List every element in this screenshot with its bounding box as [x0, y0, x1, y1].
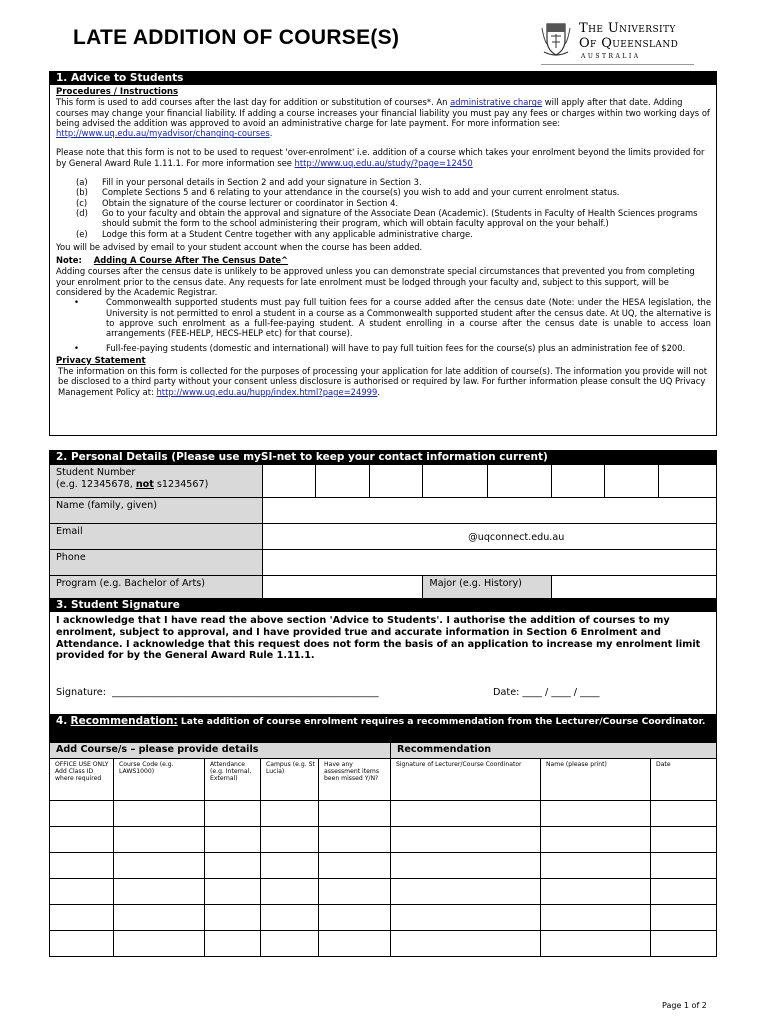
student-number-digit-box[interactable] [659, 465, 717, 498]
table-row [50, 853, 717, 879]
procedures-heading: Procedures / Instructions [56, 87, 179, 97]
col-course-code: Course Code (e.g. LAWS1000) [114, 759, 205, 801]
student-number-digit-box[interactable] [262, 465, 316, 498]
table-row [50, 801, 717, 827]
col-office-use: OFFICE USE ONLY Add Class ID where required [50, 759, 114, 801]
col-campus: Campus (e.g. St Lucia) [261, 759, 319, 801]
para-2: Please note that this form is not to be used to request 'over-enrolment' i.e. addition of a course which takes your enrolment beyond the limits provided for by General Award Rule 1.11.1. For more information see http://www.uq.edu.au/study/?page=12450 [56, 147, 705, 168]
privacy-statement: The information on this form is collected for the purposes of processing your application for late addition of course(s). The information you provide will not be disclosed to a third party without your consent unless disclosure is authorised or required by law. For further information please consult the UQ Privacy Management Policy at: http://www.uq.edu.au/hupp/index.html?page=24999. [58, 366, 707, 397]
section-1-advice [49, 85, 717, 436]
award-rule-link[interactable]: http://www.uq.edu.au/study/?page=12450 [294, 157, 473, 168]
logo-line-2: Of Queensland [579, 36, 679, 51]
table-row [50, 905, 717, 931]
section-2-heading: 2. Personal Details (Please use mySI-net to keep your contact information current) [49, 450, 717, 464]
privacy-policy-link[interactable]: http://www.uq.edu.au/hupp/index.html?page=24999 [156, 386, 378, 397]
privacy-heading: Privacy Statement [56, 355, 146, 366]
step-item: (e) Lodge this form at a Student Centre together with any applicable administrative charge. [76, 228, 473, 239]
note-paragraph: Adding courses after the census date is unlikely to be approved unless you can demonstrate special circumstances that prevented you from completing your enrolment prior to the census date. Any requests for late enrolment must be lodged through your faculty and, subject to this support, will be considered by the Academic Registrar. [56, 266, 695, 298]
step-item: (d) Go to your faculty and obtain the approval and signature of the Associate Dean (Academic). (Students in Faculty of Health Sciences programs should submit the form to the school administering their program, which will obtain faculty approval on the your behalf.) [76, 207, 698, 229]
table-row [50, 879, 717, 905]
section-4-heading: 4. Recommendation: Late addition of course enrolment requires a recommendation from the Lecturer/Course Coordinator. [49, 714, 717, 742]
uq-crest-icon [541, 20, 571, 58]
page-number: Page 1 of 2 [662, 1001, 707, 1010]
personal-details-table [49, 464, 717, 602]
section-3-heading: 3. Student Signature [49, 598, 717, 612]
steps-list [76, 177, 711, 239]
table-row [50, 827, 717, 853]
administrative-charge-link[interactable]: administrative charge [450, 97, 543, 108]
date-line[interactable]: Date: ____ / ____ / ____ [493, 687, 600, 698]
section-1-heading: 1. Advice to Students [49, 71, 717, 85]
col-date: Date [651, 759, 717, 801]
col-lecturer-signature: Signature of Lecturer/Course Coordinator [391, 759, 541, 801]
changing-courses-link[interactable]: http://www.uq.edu.au/myadvisor/changing-courses [56, 128, 270, 139]
student-number-digit-box[interactable] [316, 465, 370, 498]
section-3-signature [49, 612, 717, 714]
student-number-digit-box[interactable] [369, 465, 423, 498]
name-label: Name (family, given) [50, 498, 263, 524]
add-course-header: Add Course/s – please provide details [50, 743, 391, 759]
recommendation-header: Recommendation [391, 743, 717, 759]
title-divider [541, 64, 694, 65]
col-attendance: Attendance (e.g. Internal, External) [205, 759, 261, 801]
acknowledgement-text: I acknowledge that I have read the above section 'Advice to Students'. I authorise the addition of courses to my enrolment, subject to approval, and I have provided true and accurate information in Section 6 Enrolment and Attendance. I acknowledge that this request does not form the basis of an application to increase my enrolment limit provided for by the General Award Rule 1.11.1. [56, 615, 701, 662]
step-item: (a) Fill in your personal details in Section 2 and add your signature in Section 3. [76, 177, 422, 188]
email-suffix: @uqconnect.edu.au [468, 532, 565, 543]
form-title: LATE ADDITION OF COURSE(S) [73, 26, 400, 49]
recommendation-table [49, 742, 717, 957]
step-item: (c) Obtain the signature of the course lecturer or coordinator in Section 4. [76, 197, 399, 208]
major-label: Major (e.g. History) [423, 576, 551, 602]
email-field[interactable] [262, 524, 717, 550]
logo-line-3: AUSTRALIA [581, 53, 641, 60]
table-row [50, 931, 717, 957]
student-number-digit-box[interactable] [487, 465, 551, 498]
student-number-digit-box[interactable] [605, 465, 659, 498]
para-1: This form is used to add courses after the last day for addition or substitution of courses*. An administrative charge will apply after that date. Adding courses may change your financial liability. If adding a course increases your financial liability you must pay any fees or charges within two working days of being advised the addition was approved to avoid an administrative charge for late payment. For more information see: http://www.uq.edu.au/myadvisor/changing-courses. [56, 97, 710, 139]
col-assessment-missed: Have any assessment items been missed Y/N? [319, 759, 391, 801]
logo-line-1: The University [579, 21, 676, 36]
advised-text: You will be advised by email to your student account when the course has been added. [56, 241, 423, 252]
email-label: Email [50, 524, 263, 550]
bullet-item: • Full-fee-paying students (domestic and international) will have to pay full tuition fees for the course(s) plus an administration fee of $200. [74, 342, 686, 353]
signature-line[interactable]: Signature: _______________________________________________________ [56, 687, 379, 698]
uq-logo [541, 20, 691, 62]
program-label: Program (e.g. Bachelor of Arts) [50, 576, 263, 602]
bullet-item: • Commonwealth supported students must pay full tuition fees for a course added after the census date (Note: under the HESA legislation, the University is not permitted to enrol a student in a course as a Commonwealth supported student after the census date. At UQ, the alternative is to approve such enrolment as a full-fee-paying student. A student enrolling in a course after the census date is unable to access loan arrangements (FEE-HELP, HECS-HELP etc) for that course). [74, 297, 711, 339]
note-heading: Note: Adding A Course After The Census Date^ [56, 255, 289, 266]
phone-label: Phone [50, 550, 263, 576]
col-name-print: Name (please print) [541, 759, 651, 801]
name-field[interactable] [262, 498, 717, 524]
step-item: (b) Complete Sections 5 and 6 relating to your attendance in the course(s) you wish to add and your current enrolment status. [76, 187, 620, 198]
student-number-label: Student Number (e.g. 12345678, not s1234567) [50, 465, 263, 498]
phone-field[interactable] [262, 550, 717, 576]
student-number-digit-box[interactable] [551, 465, 605, 498]
student-number-digit-box[interactable] [423, 465, 487, 498]
